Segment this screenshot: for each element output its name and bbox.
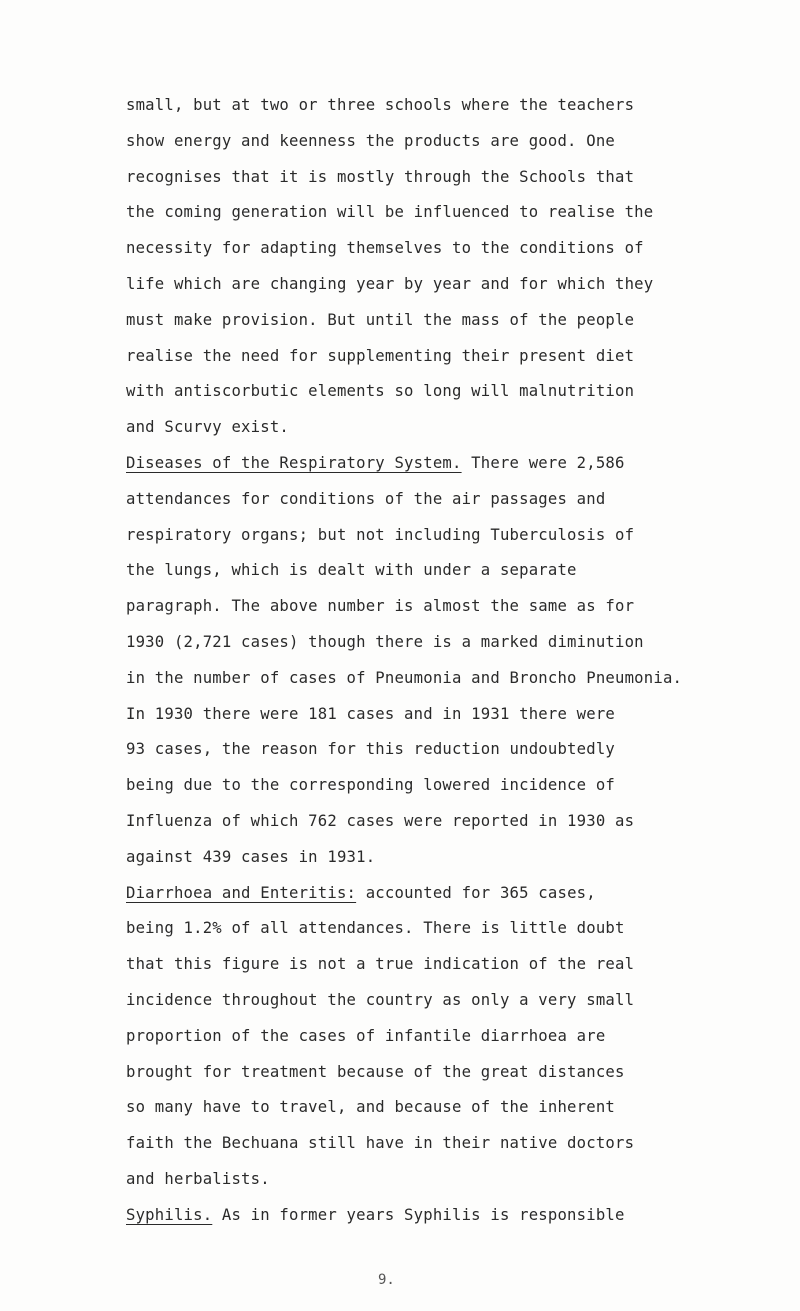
heading-continuation: There were 2,586 (461, 453, 625, 472)
heading-continuation: As in former years Syphilis is responsible (212, 1205, 625, 1224)
text-line: the lungs, which is dealt with under a separate (126, 561, 577, 580)
text-line (126, 1198, 726, 1234)
text-line (126, 876, 726, 912)
text-line: against 439 cases in 1931. (126, 847, 376, 866)
text-line: must make provision. But until the mass of the people (126, 310, 635, 329)
text-line: 1930 (2,721 cases) though there is a marked diminution (126, 632, 644, 651)
text-line: so many have to travel, and because of the inherent (126, 1098, 615, 1117)
text-line: proportion of the cases of infantile diarrhoea are (126, 1026, 606, 1045)
heading-continuation: accounted for 365 cases, (356, 883, 596, 902)
text-line: brought for treatment because of the great distances (126, 1062, 625, 1081)
section-heading: Diseases of the Respiratory System. (126, 453, 462, 472)
text-line: life which are changing year by year and for which they (126, 274, 654, 293)
text-line: being 1.2% of all attendances. There is little doubt (126, 919, 625, 938)
section-heading: Syphilis. (126, 1205, 213, 1224)
text-line: necessity for adapting themselves to the conditions of (126, 239, 644, 258)
page-number: 9. (378, 1272, 395, 1288)
body-text (126, 88, 726, 1234)
text-line: with antiscorbutic elements so long will malnutrition (126, 382, 635, 401)
text-line: In 1930 there were 181 cases and in 1931 there were (126, 704, 615, 723)
text-line: show energy and keenness the products are good. One (126, 131, 615, 150)
text-line (126, 446, 726, 482)
text-line: and herbalists. (126, 1169, 270, 1188)
text-line: respiratory organs; but not including Tuberculosis of (126, 525, 635, 544)
text-line: recognises that it is mostly through the Schools that (126, 167, 635, 186)
text-line: paragraph. The above number is almost the same as for (126, 597, 635, 616)
section-heading: Diarrhoea and Enteritis: (126, 883, 357, 902)
text-line: that this figure is not a true indication of the real (126, 955, 635, 974)
text-line: the coming generation will be influenced to realise the (126, 203, 654, 222)
text-line: incidence throughout the country as only a very small (126, 990, 635, 1009)
text-line: in the number of cases of Pneumonia and Broncho Pneumonia. (126, 668, 683, 687)
text-line: attendances for conditions of the air passages and (126, 489, 606, 508)
text-line: Influenza of which 762 cases were reported in 1930 as (126, 811, 635, 830)
text-line: small, but at two or three schools where the teachers (126, 96, 635, 114)
text-line: and Scurvy exist. (126, 418, 289, 437)
text-line: realise the need for supplementing their present diet (126, 346, 635, 365)
text-line: being due to the corresponding lowered incidence of (126, 776, 615, 795)
text-line: faith the Bechuana still have in their native doctors (126, 1134, 635, 1153)
text-line: 93 cases, the reason for this reduction undoubtedly (126, 740, 615, 759)
